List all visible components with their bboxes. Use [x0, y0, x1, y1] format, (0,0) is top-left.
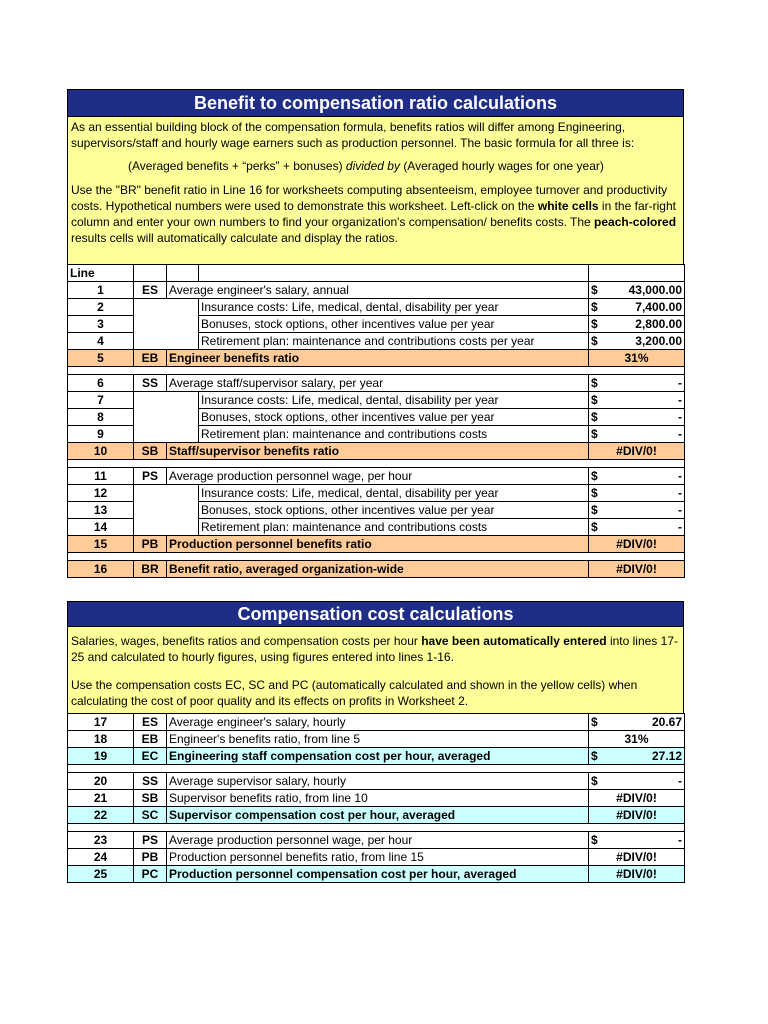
result-cell: #DIV/0!	[589, 866, 685, 883]
line-description: Bonuses, stock options, other incentives value per year	[199, 409, 589, 426]
line-description: Production personnel benefits ratio, from line 15	[167, 849, 589, 866]
input-cell[interactable]: -	[611, 519, 685, 536]
line-number: 21	[68, 790, 134, 807]
line-description: Insurance costs: Life, medical, dental, disability per year	[199, 299, 589, 316]
compensation-cost-section	[67, 601, 684, 883]
intro-p1-emphasis: have been automatically entered	[421, 634, 607, 648]
line-number: 13	[68, 502, 134, 519]
table-row	[68, 375, 685, 392]
row-spacer	[68, 765, 685, 773]
line-code: EC	[134, 748, 167, 765]
intro-p2-text-a: Use the "BR" benefit ratio in Line 16 for worksheets computing absenteeism, employee turnover and productivity costs. Hypothetical numbers were used to demonstrate this worksheet. Left-click on the	[71, 183, 668, 213]
input-cell[interactable]: -	[611, 409, 685, 426]
dollar-sign: $	[589, 468, 611, 485]
input-cell[interactable]: -	[611, 375, 685, 392]
line-code: SS	[134, 375, 167, 392]
table-row	[68, 714, 685, 731]
dollar-sign: $	[589, 299, 611, 316]
dollar-sign: $	[589, 748, 611, 765]
line-code: EB	[134, 350, 167, 367]
line-code: SC	[134, 807, 167, 824]
input-cell[interactable]: -	[611, 426, 685, 443]
table-row	[68, 485, 685, 502]
table-row	[68, 731, 685, 748]
row-spacer	[68, 553, 685, 561]
compensation-cost-table	[67, 713, 685, 883]
line-number: 8	[68, 409, 134, 426]
dollar-sign: $	[589, 714, 611, 731]
line-number: 6	[68, 375, 134, 392]
line-number: 3	[68, 316, 134, 333]
dollar-sign: $	[589, 282, 611, 299]
table-row	[68, 773, 685, 790]
table-row	[68, 866, 685, 883]
line-number: 16	[68, 561, 134, 578]
intro-p2-peach-colored: peach-colored	[594, 215, 677, 229]
intro-p2-text-e: results cells will automatically calculate and display the ratios.	[71, 231, 398, 245]
dollar-sign: $	[589, 502, 611, 519]
result-cell: #DIV/0!	[589, 807, 685, 824]
dollar-sign: $	[589, 773, 611, 790]
blank-cell	[167, 265, 199, 282]
line-code: ES	[134, 714, 167, 731]
line-header: Line	[68, 265, 134, 282]
dollar-sign: $	[589, 333, 611, 350]
line-code: PC	[134, 866, 167, 883]
line-description: Average staff/supervisor salary, per year	[167, 375, 589, 392]
dollar-sign: $	[589, 316, 611, 333]
line-header-row	[68, 265, 685, 282]
line-description: Average production personnel wage, per hour	[167, 832, 589, 849]
line-number: 17	[68, 714, 134, 731]
line-description: Supervisor compensation cost per hour, averaged	[167, 807, 589, 824]
line-code: PB	[134, 536, 167, 553]
computed-cell: #DIV/0!	[589, 849, 685, 866]
section1-title: Benefit to compensation ratio calculations	[67, 89, 684, 117]
table-row	[68, 536, 685, 553]
result-cell: #DIV/0!	[589, 536, 685, 553]
line-code: EB	[134, 731, 167, 748]
line-number: 14	[68, 519, 134, 536]
computed-cell: 20.67	[611, 714, 685, 731]
dollar-sign: $	[589, 426, 611, 443]
result-cell: 27.12	[611, 748, 685, 765]
line-code: PS	[134, 832, 167, 849]
input-cell[interactable]: 3,200.00	[611, 333, 685, 350]
blank-cell	[589, 265, 685, 282]
line-number: 24	[68, 849, 134, 866]
result-cell: 31%	[589, 350, 685, 367]
table-row	[68, 443, 685, 460]
table-row	[68, 748, 685, 765]
result-cell: #DIV/0!	[589, 443, 685, 460]
section1-intro-p1: As an essential building block of the compensation formula, benefits ratios will differ among Engineering, supervisors/staff and hourly wage earners such as production personnel. The basic formula for all three is:	[71, 120, 635, 150]
section2-title: Compensation cost calculations	[67, 601, 684, 627]
computed-cell: -	[611, 773, 685, 790]
line-description: Insurance costs: Life, medical, dental, disability per year	[199, 485, 589, 502]
blank-indent	[134, 485, 199, 536]
line-description: Engineering staff compensation cost per hour, averaged	[167, 748, 589, 765]
line-code: SB	[134, 790, 167, 807]
input-cell[interactable]: 7,400.00	[611, 299, 685, 316]
line-number: 22	[68, 807, 134, 824]
row-spacer	[68, 367, 685, 375]
blank-cell	[134, 265, 167, 282]
computed-cell: 31%	[589, 731, 685, 748]
blank-indent	[134, 299, 199, 350]
intro-p2-white-cells: white cells	[537, 199, 599, 213]
blank-indent	[134, 392, 199, 443]
line-description: Benefit ratio, averaged organization-wide	[167, 561, 589, 578]
benefit-formula	[71, 158, 680, 174]
table-row	[68, 790, 685, 807]
table-row	[68, 392, 685, 409]
line-number: 5	[68, 350, 134, 367]
computed-cell: -	[611, 832, 685, 849]
formula-denominator: (Averaged hourly wages for one year)	[403, 159, 604, 173]
section2-intro	[67, 627, 684, 713]
line-description: Staff/supervisor benefits ratio	[167, 443, 589, 460]
computed-cell: #DIV/0!	[589, 790, 685, 807]
row-spacer	[68, 824, 685, 832]
formula-operator: divided by	[345, 159, 400, 173]
section1-intro	[67, 117, 684, 264]
line-number: 20	[68, 773, 134, 790]
line-description: Bonuses, stock options, other incentives value per year	[199, 502, 589, 519]
section2-intro-p1	[71, 633, 680, 665]
line-description: Production personnel benefits ratio	[167, 536, 589, 553]
table-row	[68, 282, 685, 299]
input-cell[interactable]: -	[611, 502, 685, 519]
line-number: 9	[68, 426, 134, 443]
input-cell[interactable]: 43,000.00	[611, 282, 685, 299]
formula-numerator: (Averaged benefits + “perks” + bonuses)	[128, 159, 343, 173]
dollar-sign: $	[589, 409, 611, 426]
line-number: 18	[68, 731, 134, 748]
line-description: Average supervisor salary, hourly	[167, 773, 589, 790]
intro-p1-text-c: into lines 17-25 and calculated to hourly figures, using figures entered into lines 1-16.	[71, 634, 678, 664]
benefit-ratio-table	[67, 264, 685, 578]
line-description: Insurance costs: Life, medical, dental, disability per year	[199, 392, 589, 409]
intro-p1-text-a: Salaries, wages, benefits ratios and compensation costs per hour	[71, 634, 422, 648]
line-description: Engineer benefits ratio	[167, 350, 589, 367]
line-description: Average engineer's salary, hourly	[167, 714, 589, 731]
dollar-sign: $	[589, 392, 611, 409]
line-description: Engineer's benefits ratio, from line 5	[167, 731, 589, 748]
blank-cell	[199, 265, 589, 282]
result-cell: #DIV/0!	[589, 561, 685, 578]
input-cell[interactable]: 2,800.00	[611, 316, 685, 333]
line-number: 4	[68, 333, 134, 350]
row-spacer	[68, 460, 685, 468]
line-number: 1	[68, 282, 134, 299]
line-number: 25	[68, 866, 134, 883]
line-code: PS	[134, 468, 167, 485]
table-row	[68, 468, 685, 485]
input-cell[interactable]: -	[611, 392, 685, 409]
line-number: 7	[68, 392, 134, 409]
line-number: 23	[68, 832, 134, 849]
section1-intro-p2	[71, 182, 680, 246]
line-description: Supervisor benefits ratio, from line 10	[167, 790, 589, 807]
line-number: 2	[68, 299, 134, 316]
dollar-sign: $	[589, 832, 611, 849]
line-number: 10	[68, 443, 134, 460]
table-row	[68, 807, 685, 824]
benefit-ratio-section	[67, 89, 684, 578]
line-description: Average engineer's salary, annual	[167, 282, 589, 299]
line-number: 12	[68, 485, 134, 502]
line-number: 11	[68, 468, 134, 485]
line-code: ES	[134, 282, 167, 299]
table-row	[68, 561, 685, 578]
input-cell[interactable]: -	[611, 485, 685, 502]
dollar-sign: $	[589, 485, 611, 502]
line-number: 15	[68, 536, 134, 553]
section2-intro-p2: Use the compensation costs EC, SC and PC (automatically calculated and shown in the yellow cells) when calculating the cost of poor quality and its effects on profits in Worksheet 2.	[71, 678, 638, 708]
input-cell[interactable]: -	[611, 468, 685, 485]
line-code: SS	[134, 773, 167, 790]
line-description: Production personnel compensation cost per hour, averaged	[167, 866, 589, 883]
table-row	[68, 849, 685, 866]
line-description: Average production personnel wage, per hour	[167, 468, 589, 485]
line-code: BR	[134, 561, 167, 578]
intro-p2-text-c: in the far-right column and enter your own numbers to find your organization's compensation/ benefits costs. The	[71, 199, 676, 229]
table-row	[68, 299, 685, 316]
line-description: Retirement plan: maintenance and contributions costs	[199, 426, 589, 443]
table-row	[68, 832, 685, 849]
dollar-sign: $	[589, 519, 611, 536]
line-code: SB	[134, 443, 167, 460]
dollar-sign: $	[589, 375, 611, 392]
line-description: Retirement plan: maintenance and contributions costs per year	[199, 333, 589, 350]
line-description: Bonuses, stock options, other incentives value per year	[199, 316, 589, 333]
line-description: Retirement plan: maintenance and contributions costs	[199, 519, 589, 536]
line-number: 19	[68, 748, 134, 765]
line-code: PB	[134, 849, 167, 866]
table-row	[68, 350, 685, 367]
